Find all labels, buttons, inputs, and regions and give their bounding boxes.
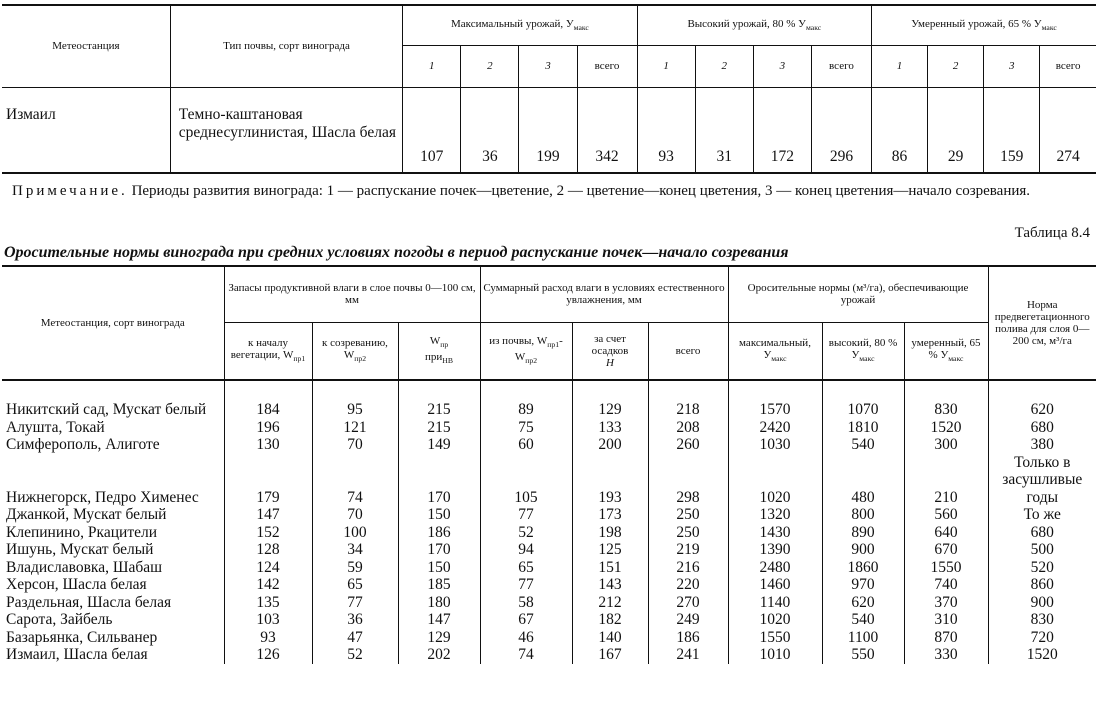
t2-header-precip: за счет осадков Н xyxy=(572,322,648,380)
row-value: 540 xyxy=(822,611,904,629)
t2-header-max: максимальный, $У_{макс}$ xyxy=(728,322,822,380)
row-value: 310 xyxy=(904,611,988,629)
row-value: 126 xyxy=(224,646,312,664)
row-value: 167 xyxy=(572,646,648,664)
table-irrigation-norms xyxy=(2,265,1096,664)
row-station: Симферополь, Алиготе xyxy=(6,436,160,453)
row-value: 1390 xyxy=(728,541,822,559)
row-value: 52 xyxy=(480,524,572,542)
row-value: 47 xyxy=(312,629,398,647)
row-value: 1550 xyxy=(904,559,988,577)
row-value: 196 xyxy=(224,419,312,437)
row-value: 1520 xyxy=(904,419,988,437)
row-value: 130 xyxy=(224,436,312,454)
row-value: 500 xyxy=(988,541,1096,559)
table1-footnote xyxy=(12,182,1092,200)
t1-value: 93 xyxy=(637,87,695,173)
t2-header-moderate: умеренный, 65 % $У_{макс}$ xyxy=(904,322,988,380)
t2-header-norms: Оросительные нормы (м³/га), обеспечивающие урожай xyxy=(728,266,988,322)
row-value: 1460 xyxy=(728,576,822,594)
row-value: 77 xyxy=(312,594,398,612)
t1-value: 29 xyxy=(928,87,984,173)
t1-soil: Темно-каштановая среднесуглинистая, Шасла белая xyxy=(170,87,402,173)
t1-sub-2: 2 xyxy=(695,45,753,87)
row-value: 1030 xyxy=(728,436,822,454)
row-value: 330 xyxy=(904,646,988,664)
t1-value: 107 xyxy=(403,87,461,173)
row-value: 1430 xyxy=(728,524,822,542)
row-value: 198 xyxy=(572,524,648,542)
t1-sub-3: 3 xyxy=(753,45,811,87)
table-row xyxy=(2,380,1096,419)
row-value: 74 xyxy=(312,454,398,507)
row-value: 210 xyxy=(904,454,988,507)
t1-sub-total: всего xyxy=(811,45,871,87)
table-row xyxy=(2,611,1096,629)
row-value: 149 xyxy=(398,436,480,454)
t1-sub-1: 1 xyxy=(872,45,928,87)
row-station: Никитский сад, Мускат белый xyxy=(6,401,207,418)
footnote-prefix: Примечание. xyxy=(12,183,128,199)
row-value: 520 xyxy=(988,559,1096,577)
row-value: 219 xyxy=(648,541,728,559)
row-station: Нижнегорск, Педро Хименес xyxy=(6,488,199,506)
table-title: Оросительные нормы винограда при средних условиях погоды в период распускание почек—начало созревания xyxy=(4,244,789,261)
footnote-text: Периоды развития винограда: 1 — распускание почек—цветение, 2 — цветение—конец цветения, 3 — конец цветения—начало созревания. xyxy=(127,183,1031,199)
row-value: 670 xyxy=(904,541,988,559)
row-value: 215 xyxy=(398,419,480,437)
row-value: 1860 xyxy=(822,559,904,577)
row-value: 75 xyxy=(480,419,572,437)
row-station: Алушта, Токай xyxy=(6,418,105,436)
t1-header-group-max: Максимальный урожай, $У_{макс}$ xyxy=(403,5,637,45)
row-value: 212 xyxy=(572,594,648,612)
row-value: 220 xyxy=(648,576,728,594)
row-value: 93 xyxy=(224,629,312,647)
row-value: 58 xyxy=(480,594,572,612)
t1-header-soil: Тип почвы, сорт винограда xyxy=(170,5,402,87)
row-value: 129 xyxy=(572,380,648,419)
table-row xyxy=(2,524,1096,542)
row-value: 52 xyxy=(312,646,398,664)
row-value: 147 xyxy=(224,506,312,524)
t1-value: 296 xyxy=(811,87,871,173)
t1-sub-2: 2 xyxy=(461,45,519,87)
t2-header-consumption: Суммарный расход влаги в условиях естественного увлажнения, мм xyxy=(480,266,728,322)
row-value: 1320 xyxy=(728,506,822,524)
row-value: 270 xyxy=(648,594,728,612)
row-value: 250 xyxy=(648,524,728,542)
row-value: 2420 xyxy=(728,419,822,437)
row-value: 129 xyxy=(398,629,480,647)
row-station: Базарьянка, Сильванер xyxy=(6,628,158,646)
t2-header-total: всего xyxy=(648,322,728,380)
row-value: 170 xyxy=(398,454,480,507)
row-value: 34 xyxy=(312,541,398,559)
t2-header-station: Метеостанция, сорт винограда xyxy=(2,266,224,380)
row-station: Владиславовка, Шабаш xyxy=(6,558,163,576)
row-value: Только в засушливые годы xyxy=(988,454,1096,507)
row-value: 67 xyxy=(480,611,572,629)
t1-sub-2: 2 xyxy=(928,45,984,87)
row-value: 215 xyxy=(398,380,480,419)
table-row xyxy=(2,419,1096,437)
t2-header-preveg: Норма предвегетационного полива для слоя 0—200 см, м³/га xyxy=(988,266,1096,380)
row-station: Херсон, Шасла белая xyxy=(6,576,147,593)
row-value: 59 xyxy=(312,559,398,577)
row-value: 142 xyxy=(224,576,312,594)
t2-header-start: к началу вегетации, $W_{пр1}$ xyxy=(224,322,312,380)
row-value: 540 xyxy=(822,436,904,454)
t2-header-ripe: к созреванию, $W_{пр2}$ xyxy=(312,322,398,380)
row-value: 620 xyxy=(822,594,904,612)
table-row xyxy=(2,506,1096,524)
row-value: 186 xyxy=(648,629,728,647)
row-value: 480 xyxy=(822,454,904,507)
t2-header-high: высокий, 80 % $У_{макс}$ xyxy=(822,322,904,380)
row-value: 77 xyxy=(480,576,572,594)
row-value: 185 xyxy=(398,576,480,594)
table-row xyxy=(2,541,1096,559)
row-value: 1810 xyxy=(822,419,904,437)
row-value: 143 xyxy=(572,576,648,594)
t2-header-from-soil: из почвы, $W_{пр1}-W_{пр2}$ xyxy=(480,322,572,380)
row-value: 95 xyxy=(312,380,398,419)
row-value: То же xyxy=(988,506,1096,524)
row-value: 140 xyxy=(572,629,648,647)
t1-sub-3: 3 xyxy=(519,45,577,87)
row-value: 186 xyxy=(398,524,480,542)
table-row xyxy=(2,594,1096,612)
row-value: 1070 xyxy=(822,380,904,419)
row-value: 200 xyxy=(572,436,648,454)
row-value: 77 xyxy=(480,506,572,524)
row-value: 900 xyxy=(988,594,1096,612)
t2-header-reserves: Запасы продуктивной влаги в слое почвы 0—100 см, мм xyxy=(224,266,480,322)
row-value: 147 xyxy=(398,611,480,629)
t1-value: 172 xyxy=(753,87,811,173)
row-value: 250 xyxy=(648,506,728,524)
row-value: 193 xyxy=(572,454,648,507)
t1-sub-1: 1 xyxy=(637,45,695,87)
row-value: 121 xyxy=(312,419,398,437)
row-value: 680 xyxy=(988,419,1096,437)
row-station: Ишунь, Мускат белый xyxy=(6,541,154,558)
row-value: 830 xyxy=(904,380,988,419)
row-value: 830 xyxy=(988,611,1096,629)
row-value: 182 xyxy=(572,611,648,629)
row-value: 1020 xyxy=(728,611,822,629)
row-value: 36 xyxy=(312,611,398,629)
row-value: 260 xyxy=(648,436,728,454)
row-value: 560 xyxy=(904,506,988,524)
row-value: 125 xyxy=(572,541,648,559)
t1-header-station: Метеостанция xyxy=(2,5,170,87)
row-value: 1550 xyxy=(728,629,822,647)
row-value: 150 xyxy=(398,559,480,577)
row-value: 860 xyxy=(988,576,1096,594)
table-row xyxy=(2,436,1096,454)
row-value: 300 xyxy=(904,436,988,454)
row-value: 900 xyxy=(822,541,904,559)
row-value: 100 xyxy=(312,524,398,542)
row-value: 103 xyxy=(224,611,312,629)
row-value: 800 xyxy=(822,506,904,524)
row-value: 124 xyxy=(224,559,312,577)
t1-value: 86 xyxy=(872,87,928,173)
row-value: 380 xyxy=(988,436,1096,454)
row-value: 202 xyxy=(398,646,480,664)
row-value: 94 xyxy=(480,541,572,559)
row-value: 298 xyxy=(648,454,728,507)
t1-value: 342 xyxy=(577,87,637,173)
row-value: 135 xyxy=(224,594,312,612)
table-row xyxy=(2,454,1096,507)
row-station: Измаил, Шасла белая xyxy=(6,646,148,663)
row-value: 89 xyxy=(480,380,572,419)
row-value: 241 xyxy=(648,646,728,664)
row-value: 70 xyxy=(312,436,398,454)
row-value: 1010 xyxy=(728,646,822,664)
t1-sub-total: всего xyxy=(577,45,637,87)
row-value: 46 xyxy=(480,629,572,647)
row-value: 1570 xyxy=(728,380,822,419)
t1-station: Измаил xyxy=(2,87,170,173)
t2-header-nv: $W_{пр}$ при$_{НВ}$ xyxy=(398,322,480,380)
row-value: 370 xyxy=(904,594,988,612)
row-value: 720 xyxy=(988,629,1096,647)
row-value: 65 xyxy=(480,559,572,577)
table-row xyxy=(2,559,1096,577)
row-value: 640 xyxy=(904,524,988,542)
row-station: Раздельная, Шасла белая xyxy=(6,593,172,611)
t1-sub-3: 3 xyxy=(984,45,1040,87)
row-value: 74 xyxy=(480,646,572,664)
row-value: 150 xyxy=(398,506,480,524)
row-value: 208 xyxy=(648,419,728,437)
t2-body xyxy=(2,380,1096,664)
row-value: 105 xyxy=(480,454,572,507)
row-value: 170 xyxy=(398,541,480,559)
row-value: 216 xyxy=(648,559,728,577)
t1-value: 159 xyxy=(984,87,1040,173)
row-value: 65 xyxy=(312,576,398,594)
row-value: 151 xyxy=(572,559,648,577)
row-value: 133 xyxy=(572,419,648,437)
row-value: 1020 xyxy=(728,454,822,507)
row-value: 179 xyxy=(224,454,312,507)
t1-sub-1: 1 xyxy=(403,45,461,87)
t1-value: 274 xyxy=(1040,87,1096,173)
row-value: 970 xyxy=(822,576,904,594)
row-station: Клепинино, Ркацители xyxy=(6,523,157,541)
row-value: 620 xyxy=(988,380,1096,419)
table-row xyxy=(2,576,1096,594)
row-value: 152 xyxy=(224,524,312,542)
table-number: Таблица 8.4 xyxy=(1014,225,1090,241)
row-value: 680 xyxy=(988,524,1096,542)
t1-sub-total: всего xyxy=(1040,45,1096,87)
t1-value: 36 xyxy=(461,87,519,173)
table-yield-periods xyxy=(2,4,1096,174)
row-value: 60 xyxy=(480,436,572,454)
table-row xyxy=(2,646,1096,664)
row-value: 1520 xyxy=(988,646,1096,664)
row-value: 218 xyxy=(648,380,728,419)
t1-header-group-moderate: Умеренный урожай, 65 % $У_{макс}$ xyxy=(872,5,1097,45)
row-value: 740 xyxy=(904,576,988,594)
row-station: Джанкой, Мускат белый xyxy=(6,506,167,523)
table-row xyxy=(2,629,1096,647)
row-value: 173 xyxy=(572,506,648,524)
t1-header-group-high: Высокий урожай, 80 % $У_{макс}$ xyxy=(637,5,871,45)
row-value: 890 xyxy=(822,524,904,542)
row-value: 2480 xyxy=(728,559,822,577)
row-value: 184 xyxy=(224,380,312,419)
t1-value: 31 xyxy=(695,87,753,173)
row-value: 128 xyxy=(224,541,312,559)
row-value: 550 xyxy=(822,646,904,664)
row-value: 870 xyxy=(904,629,988,647)
row-value: 180 xyxy=(398,594,480,612)
row-value: 70 xyxy=(312,506,398,524)
row-station: Сарота, Зайбель xyxy=(6,611,113,628)
row-value: 1100 xyxy=(822,629,904,647)
row-value: 1140 xyxy=(728,594,822,612)
t1-value: 199 xyxy=(519,87,577,173)
row-value: 249 xyxy=(648,611,728,629)
